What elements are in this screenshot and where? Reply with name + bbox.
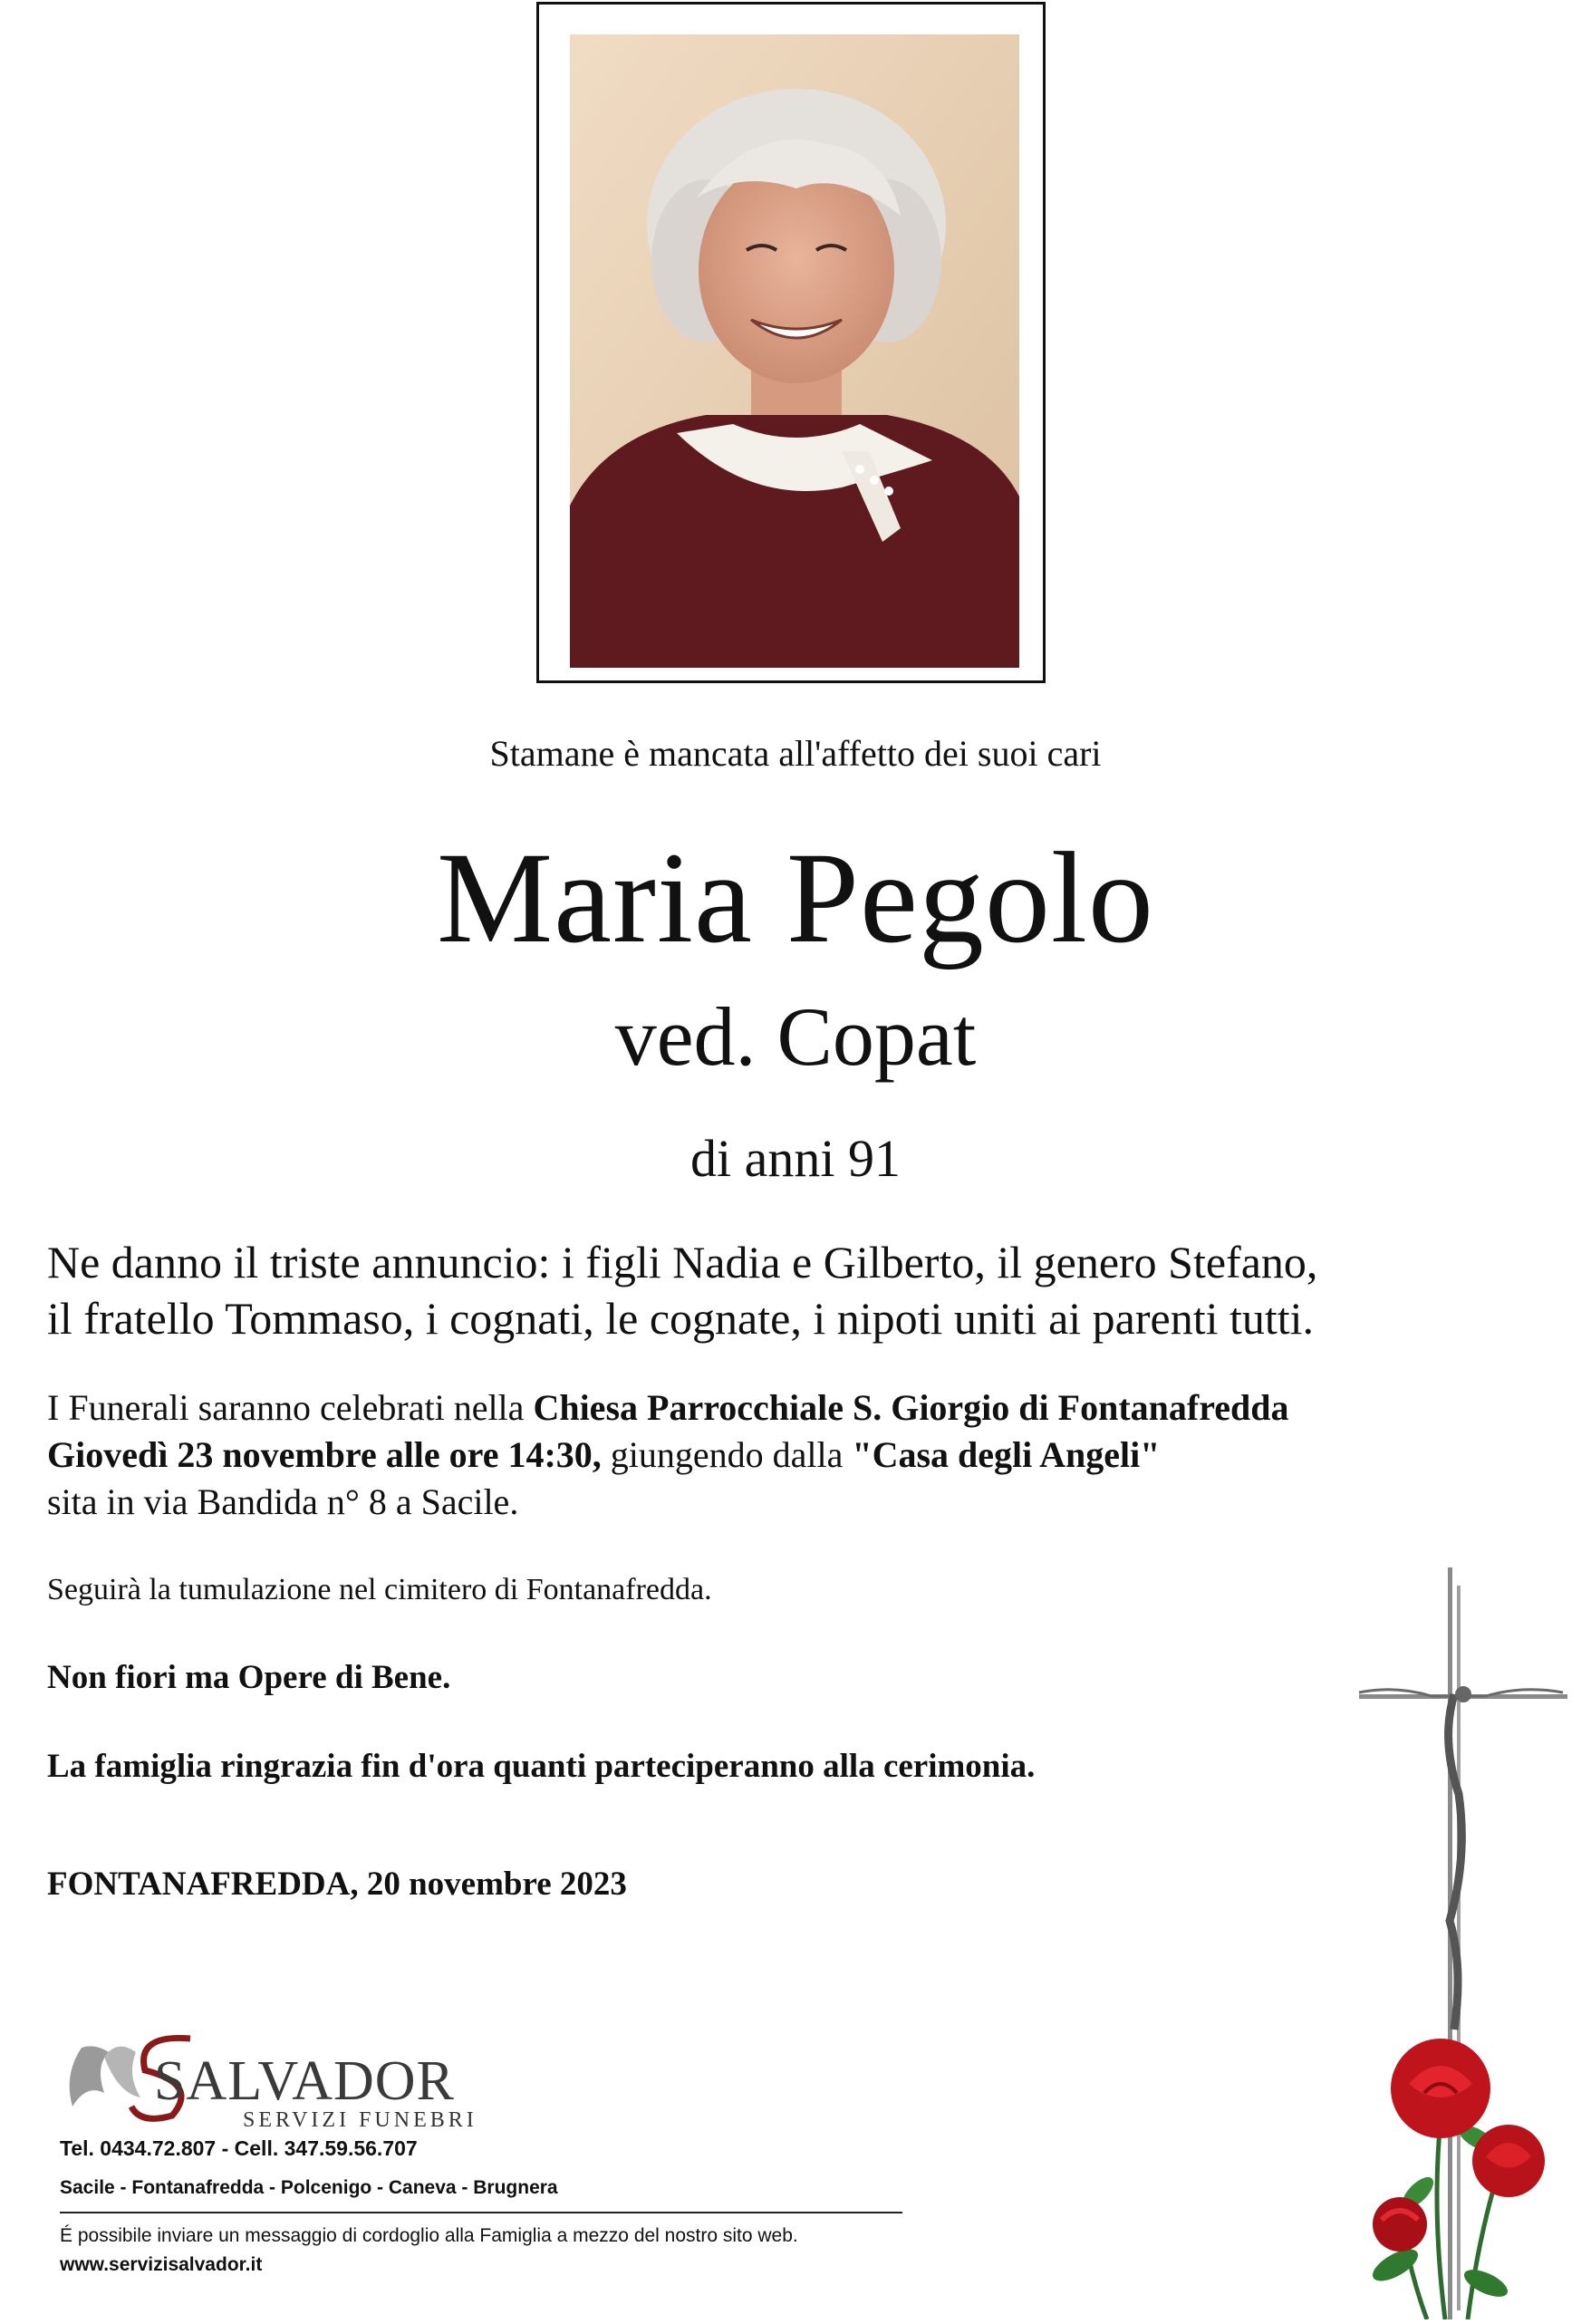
house-name: "Casa degli Angeli" (852, 1434, 1161, 1475)
website-link[interactable]: www.servizisalvador.it (60, 2254, 263, 2275)
service-towns: Sacile - Fontanafredda - Polcenigo - Caneva - Brugnera (60, 2177, 558, 2198)
portrait-frame (536, 2, 1046, 683)
church-name: Chiesa Parrocchiale S. Giorgio di Fontanafredda (533, 1387, 1289, 1428)
announcement-line: il fratello Tommaso, i cognati, le cognate, i nipoti uniti ai parenti tutti. (47, 1293, 1315, 1344)
portrait-photo (570, 34, 1019, 668)
place-date: FONTANAFREDDA, 20 novembre 2023 (47, 1866, 627, 1903)
burial-info: Seguirà la tumulazione nel cimitero di Fontanafredda. (47, 1573, 712, 1606)
condolence-message: É possibile inviare un messaggio di cordoglio alla Famiglia a mezzo del nostro sito web. (60, 2225, 798, 2246)
announcement-line: Ne danno il triste annuncio: i figli Nadia e Gilberto, il genero Stefano, (47, 1237, 1318, 1287)
age: di anni 91 (690, 1129, 901, 1188)
intro-text: Stamane è mancata all'affetto dei suoi cari (489, 733, 1102, 774)
funeral-datetime: Giovedì 23 novembre alle ore 14:30, (47, 1434, 602, 1475)
deceased-name: Maria Pegolo (437, 826, 1154, 970)
crucifix-roses-image (1341, 1558, 1577, 2319)
funeral-info (47, 1384, 1533, 1526)
funeral-from: giungendo dalla (601, 1434, 853, 1475)
widow-of: ved. Copat (614, 990, 977, 1083)
rose-icon (1391, 2039, 1490, 2138)
funeral-prefix: I Funerali saranno celebrati nella (47, 1387, 534, 1428)
phone-numbers: Tel. 0434.72.807 - Cell. 347.59.56.707 (60, 2136, 418, 2160)
thanks-note: La famiglia ringrazia fin d'ora quanti parteciperanno alla cerimonia. (47, 1748, 1036, 1785)
announcement (47, 1234, 1533, 1346)
brand-name: SALVADOR (154, 2050, 455, 2112)
flowers-note: Non fiori ma Opere di Bene. (47, 1659, 451, 1696)
brand-subtitle: SERVIZI FUNEBRI (243, 2108, 477, 2132)
funeral-address: sita in via Bandida n° 8 a Sacile. (47, 1481, 519, 1522)
footer-divider (60, 2212, 902, 2213)
